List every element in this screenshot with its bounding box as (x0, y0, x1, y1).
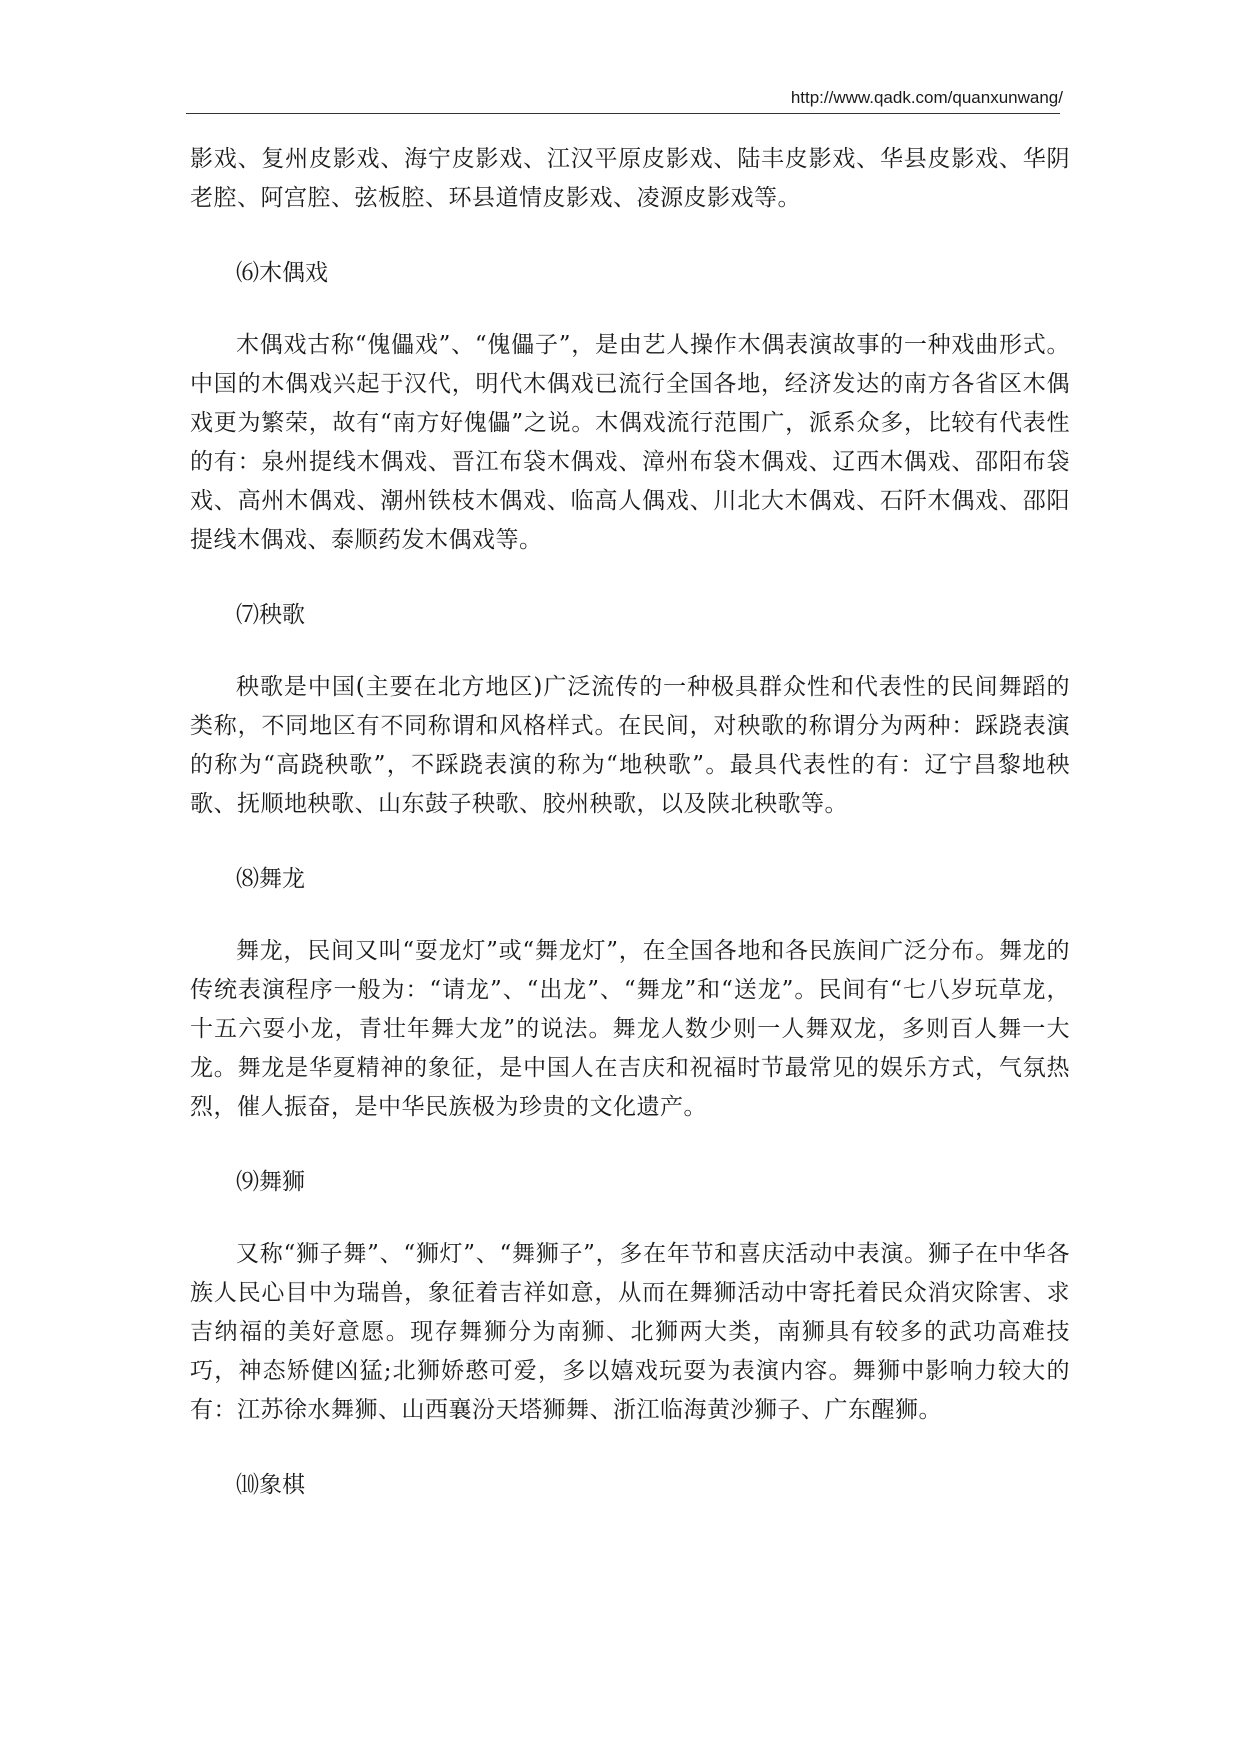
header-divider (186, 113, 1060, 114)
document-body (190, 140, 1070, 1538)
section-heading-puppet-show: ⑹木偶戏 (236, 260, 328, 286)
section-body-lion-dance: 又称“狮子舞”、“狮灯”、“舞狮子”，多在年节和喜庆活动中表演。狮子在中华各族人民心目中为瑞兽，象征着吉祥如意，从而在舞狮活动中寄托着民众消灾除害、求吉纳福的美好意愿。现存舞狮分为南狮、北狮两大类，南狮具有较多的武功高难技巧，神态矫健凶猛;北狮娇憨可爱，多以嬉戏玩耍为表演内容。舞狮中影响力较大的有：江苏徐水舞狮、山西襄汾天塔狮舞、浙江临海黄沙狮子、广东醒狮。 (190, 1241, 1070, 1423)
section-heading-chinese-chess: ⑽象棋 (236, 1472, 305, 1498)
section-body-dragon-dance: 舞龙，民间又叫“耍龙灯”或“舞龙灯”，在全国各地和各民族间广泛分布。舞龙的传统表演程序一般为：“请龙”、“出龙”、“舞龙”和“送龙”。民间有“七八岁玩草龙，十五六耍小龙，青壮年舞大龙”的说法。舞龙人数少则一人舞双龙，多则百人舞一大龙。舞龙是华夏精神的象征，是中国人在吉庆和祝福时节最常见的娱乐方式，气氛热烈，催人振奋，是中华民族极为珍贵的文化遗产。 (190, 938, 1070, 1120)
section-body-puppet-show: 木偶戏古称“傀儡戏”、“傀儡子”，是由艺人操作木偶表演故事的一种戏曲形式。中国的木偶戏兴起于汉代，明代木偶戏已流行全国各地，经济发达的南方各省区木偶戏更为繁荣，故有“南方好傀儡”之说。木偶戏流行范围广，派系众多，比较有代表性的有：泉州提线木偶戏、晋江布袋木偶戏、漳州布袋木偶戏、辽西木偶戏、邵阳布袋戏、高州木偶戏、潮州铁枝木偶戏、临高人偶戏、川北大木偶戏、石阡木偶戏、邵阳提线木偶戏、泰顺药发木偶戏等。 (190, 332, 1070, 553)
section-heading-lion-dance: ⑼舞狮 (236, 1169, 305, 1195)
section-heading-dragon-dance: ⑻舞龙 (236, 866, 305, 892)
section-heading-yangge: ⑺秧歌 (236, 602, 305, 628)
header-url[interactable]: http://www.qadk.com/quanxunwang/ (790, 88, 1063, 107)
intro-continuation-paragraph: 影戏、复州皮影戏、海宁皮影戏、江汉平原皮影戏、陆丰皮影戏、华县皮影戏、华阴老腔、阿宫腔、弦板腔、环县道情皮影戏、凌源皮影戏等。 (190, 146, 1070, 211)
section-body-yangge: 秧歌是中国(主要在北方地区)广泛流传的一种极具群众性和代表性的民间舞蹈的类称，不同地区有不同称谓和风格样式。在民间，对秧歌的称谓分为两种：踩跷表演的称为“高跷秧歌”，不踩跷表演的称为“地秧歌”。最具代表性的有：辽宁昌黎地秧歌、抚顺地秧歌、山东鼓子秧歌、胶州秧歌，以及陕北秧歌等。 (190, 674, 1070, 817)
